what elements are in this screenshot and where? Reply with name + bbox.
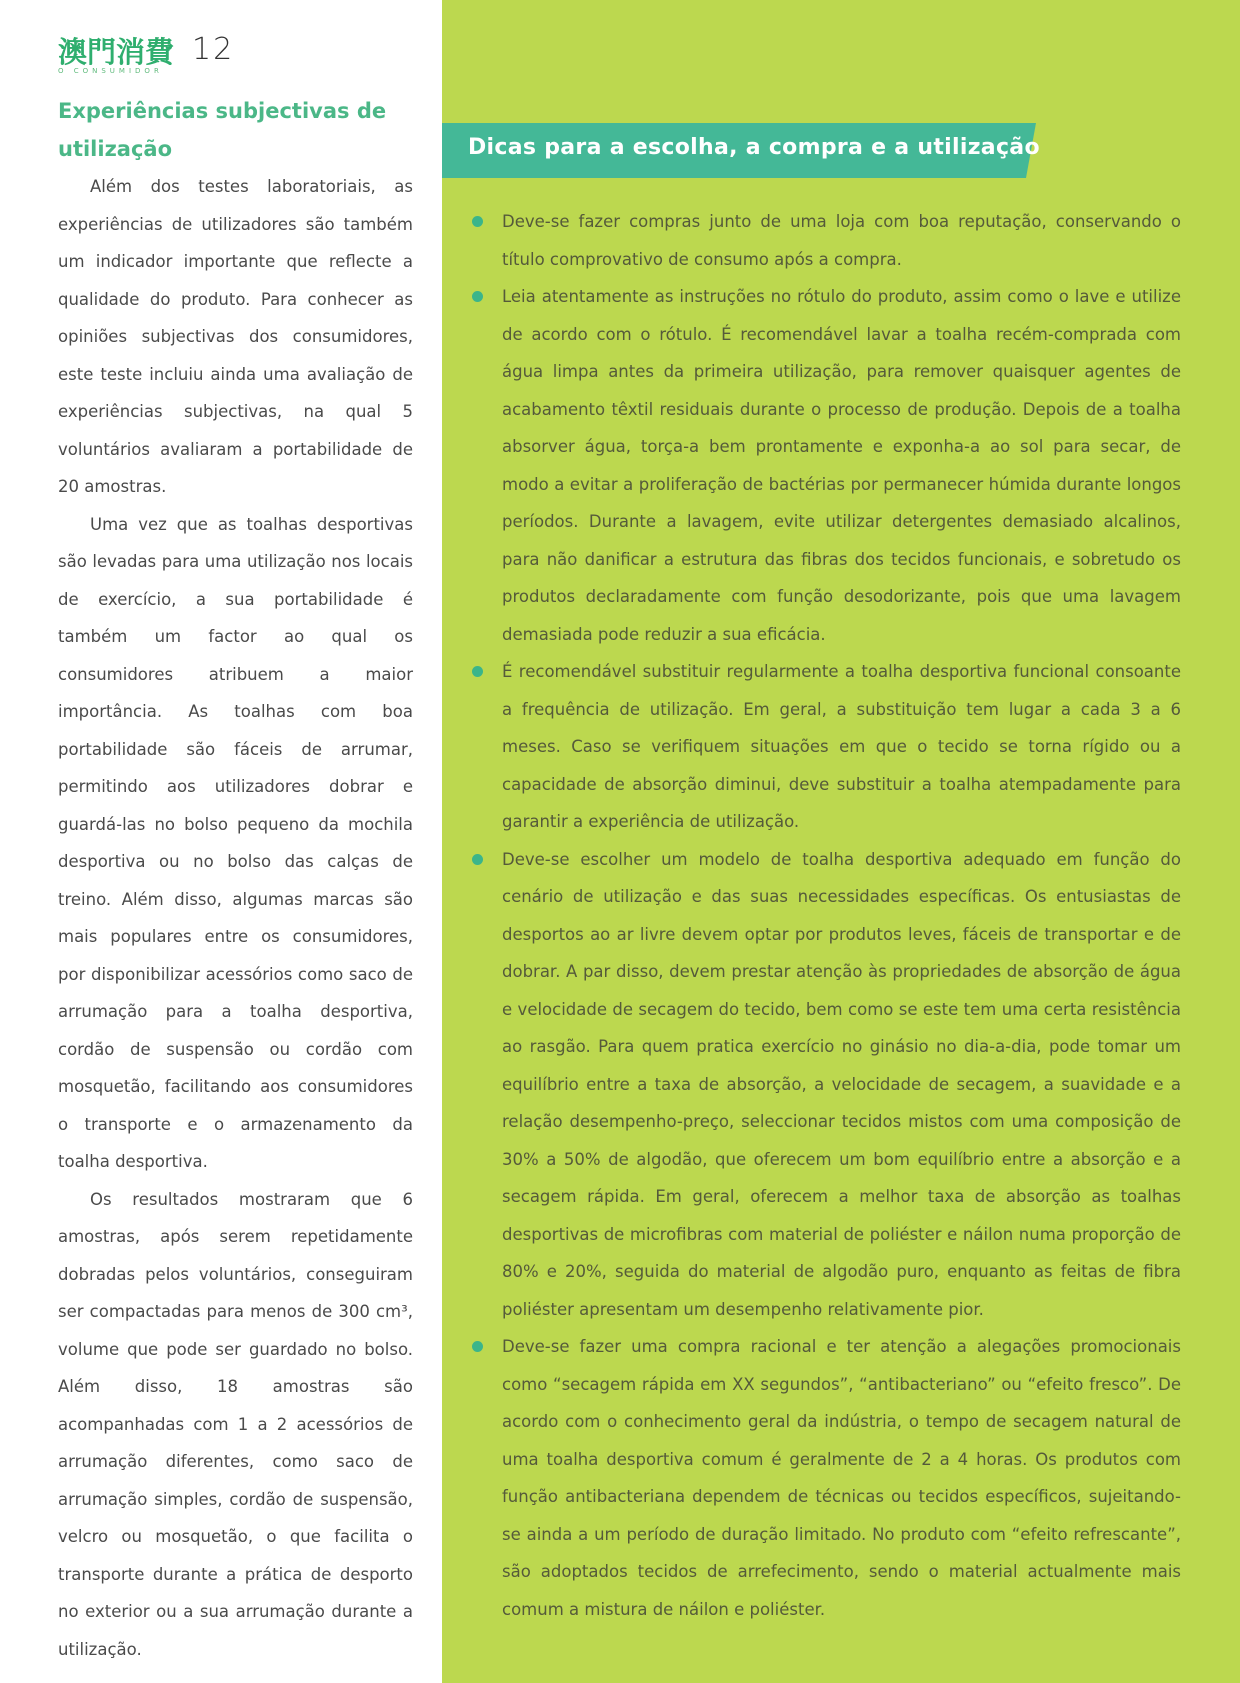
tip-item [470,203,1181,278]
tips-list [470,203,1181,1628]
bullet-dot-icon [472,291,483,302]
paragraph-3: Os resultados mostraram que 6 amostras, após serem repetidamente dobradas pelos voluntários, conseguiram ser compactadas para menos de 300 cm³, volume que pode ser guardado no bolso. Além disso, 18 amostras são acompanhadas com 1 a 2 acessórios de arrumação diferentes, como saco de arrumação simples, cordão de suspensão, velcro ou mosquetão, o que facilita o transporte durante a prática de desporto no exterior ou a sua arrumação durante a utilização. [58,1189,413,1659]
paragraph-1: Além dos testes laboratoriais, as experiências de utilizadores são também um indicador importante que reflecte a qualidade do produto. Para conhecer as opiniões subjectivas dos consumidores, este teste incluiu ainda uma avaliação de experiências subjectivas, na qual 5 voluntários avaliaram a portabilidade de 20 amostras. [58,177,413,496]
tip-text: É recomendável substituir regularmente a toalha desportiva funcional consoante a frequência de utilização. Em geral, a substituição tem lugar a cada 3 a 6 meses. Caso se verifiquem situações em que o tecido se torna rígido ou a capacidade de absorção diminui, deve substituir a toalha atempadamente para garantir a experiência de utilização. [502,662,1181,831]
tip-item [470,278,1181,653]
magazine-logo: 澳門消費 [58,35,175,69]
section-title: Experiências subjectivas de utilização [58,99,387,161]
tip-item [470,841,1181,1329]
tip-text: Leia atentamente as instruções no rótulo do produto, assim como o lave e utilize de acordo com o rótulo. É recomendável lavar a toalha recém-comprada com água limpa antes da primeira utilização, para remover quaisquer agentes de acabamento têxtil residuais durante o processo de produção. Depois de a toalha absorver água, torça-a bem prontamente e exponha-a ao sol para secar, de modo a evitar a proliferação de bactérias por permanecer húmida durante longos períodos. Durante a lavagem, evite utilizar detergentes demasiado alcalinos, para não danificar a estrutura das fibras dos tecidos funcionais, e sobretudo os produtos declaradamente com função desodorizante, pois que uma lavagem demasiada pode reduzir a sua eficácia. [502,287,1181,644]
tip-text: Deve-se escolher um modelo de toalha desportiva adequado em função do cenário de utilização e das suas necessidades específicas. Os entusiastas de desportos ao ar livre devem optar por produtos leves, fáceis de transportar e de dobrar. A par disso, devem prestar atenção às propriedades de absorção de água e velocidade de secagem do tecido, bem como se este tem uma certa resistência ao rasgão. Para quem pratica exercício no ginásio no dia-a-dia, pode tomar um equilíbrio entre a taxa de absorção, a velocidade de secagem, a suavidade e a relação desempenho-preço, seleccionar tecidos mistos com uma composição de 30% a 50% de algodão, que oferecem um bom equilíbrio entre a absorção e a secagem rápida. Em geral, oferecem a melhor taxa de absorção as toalhas desportivas de microfibras com material de poliéster e náilon numa proporção de 80% e 20%, seguida do material de algodão puro, enquanto as feitas de fibra poliéster apresentam um desempenho relativamente pior. [502,849,1181,1319]
tips-banner [442,123,1040,178]
bullet-dot-icon [472,854,483,865]
tip-text: Deve-se fazer uma compra racional e ter atenção a alegações promocionais como “secagem rápida em XX segundos”, “antibacteriano” ou “efeito fresco”. De acordo com o conhecimento geral da indústria, o tempo de secagem natural de uma toalha desportiva comum é geralmente de 2 a 4 horas. Os produtos com função antibacteriana dependem de técnicas ou tecidos específicos, sujeitando-se ainda a um período de duração limitado. No produto com “efeito refrescante”, são adoptados tecidos de arrefecimento, sendo o material actualmente mais comum a mistura de náilon e poliéster. [502,1337,1181,1619]
magazine-logo-subtitle: O CONSUMIDOR [58,67,163,75]
tip-item [470,1328,1181,1628]
tip-text: Deve-se fazer compras junto de uma loja com boa reputação, conservando o título comprovativo de consumo após a compra. [502,212,1181,269]
paragraph-2: Uma vez que as toalhas desportivas são levadas para uma utilização nos locais de exercício, a sua portabilidade é também um factor ao qual os consumidores atribuem a maior importância. As toalhas com boa portabilidade são fáceis de arrumar, permitindo aos utilizadores dobrar e guardá-las no bolso pequeno da mochila desportiva ou no bolso das calças de treino. Além disso, algumas marcas são mais populares entre os consumidores, por disponibilizar acessórios como saco de arrumação para a toalha desportiva, cordão de suspensão ou cordão com mosquetão, facilitando aos consumidores o transporte e o armazenamento da toalha desportiva. [58,514,413,1171]
page-number: 12 [192,32,235,67]
bullet-dot-icon [472,216,483,227]
tips-title: Dicas para a escolha, a compra e a utilização [468,135,1040,160]
tip-item [470,653,1181,841]
bullet-dot-icon [472,666,483,677]
left-column [58,92,413,1668]
bullet-dot-icon [472,1341,483,1352]
